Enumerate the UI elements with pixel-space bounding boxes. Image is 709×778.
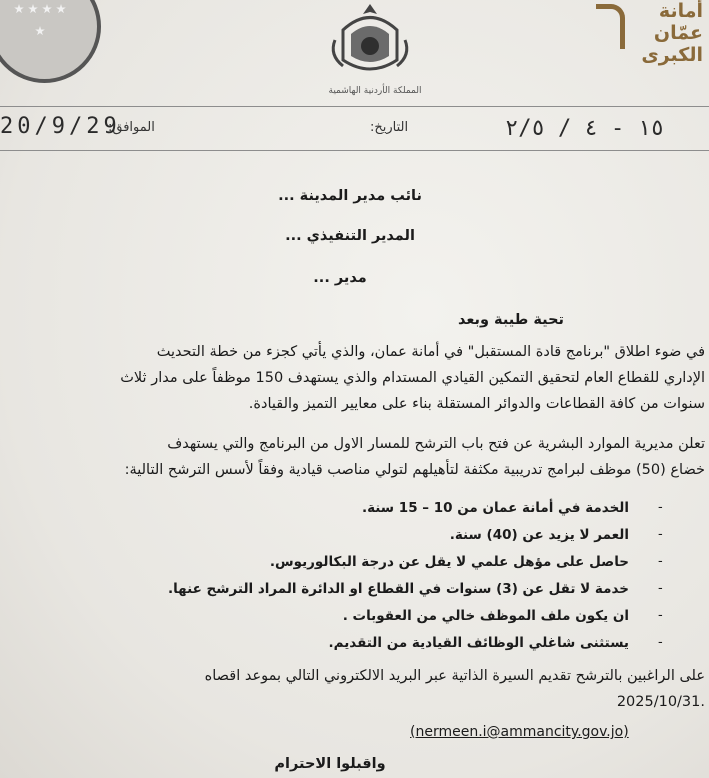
contact-email-link[interactable]: (nermeen.i@ammancity.gov.jo) bbox=[410, 724, 629, 740]
paragraph-line: في ضوء اطلاق "برنامج قادة المستقبل" في أمانة عمان، والذي يأتي كجزء من خطة التحديث bbox=[156, 344, 705, 360]
paragraph-line: سنوات من كافة القطاعات والدوائر المستقلة بناء على معايير التميز والقيادة. bbox=[248, 396, 705, 412]
signoff: واقبلوا الاحترام bbox=[274, 756, 386, 772]
criteria-item: الخدمة في أمانة عمان من 10 – 15 سنة. bbox=[361, 500, 629, 516]
closing-line: على الراغبين بالترشح تقديم السيرة الذاتية عبر البريد الالكتروني التالي بموعد اقصاه bbox=[204, 668, 705, 684]
recipient-line: مدير ... bbox=[313, 270, 367, 286]
official-seal bbox=[0, 0, 101, 83]
closing-line: .2025/10/31 bbox=[616, 694, 705, 710]
paragraph-line: تعلن مديرية الموارد البشرية عن فتح باب الترشح للمسار الاول من البرنامج والتي يستهدف bbox=[167, 436, 705, 452]
paragraph-line: خضاع (50) موظف لبرامج تدريبية مكثفة لتأهيلهم لتولي مناصب قيادية وفقاً لأسس الترشح التالية: bbox=[124, 462, 705, 478]
approved-date-value: 20/9/29 bbox=[0, 114, 121, 139]
paragraph-line: الإداري للقطاع العام لتحقيق التمكين القيادي المستدام والذي يستهدف 150 موظفاً على مدار ثلاث bbox=[120, 370, 705, 386]
star-icon bbox=[35, 26, 45, 36]
royal-crest-icon bbox=[325, 0, 415, 80]
reference-number: ١٥ - ٤ / ٢/٥ bbox=[505, 116, 664, 141]
recipient-line: نائب مدير المدينة ... bbox=[278, 188, 422, 204]
meta-divider bbox=[0, 150, 709, 151]
bullet-dash: - bbox=[658, 500, 663, 515]
brand-name bbox=[623, 0, 703, 66]
brand-line: الكبرى bbox=[641, 44, 703, 66]
crest-caption: المملكة الأردنية الهاشمية bbox=[328, 86, 422, 96]
star-icon bbox=[42, 4, 52, 14]
header-divider bbox=[0, 106, 709, 107]
criteria-item: خدمة لا تقل عن (3) سنوات في القطاع او الدائرة المراد الترشح عنها. bbox=[167, 581, 629, 597]
bullet-dash: - bbox=[658, 608, 663, 623]
amman-logo-icon bbox=[596, 4, 625, 49]
bullet-dash: - bbox=[658, 581, 663, 596]
criteria-item: العمر لا يزيد عن (40) سنة. bbox=[449, 527, 629, 543]
brand-line: عمّان bbox=[653, 22, 703, 44]
criteria-item: ان يكون ملف الموظف خالي من العقوبات . bbox=[342, 608, 629, 624]
brand-line: أمانة bbox=[658, 0, 703, 22]
greeting: تحية طيبة وبعد bbox=[457, 312, 564, 328]
star-icon bbox=[28, 4, 38, 14]
approved-date-label: الموافق: bbox=[108, 120, 155, 135]
date-label: التاريخ: bbox=[370, 120, 409, 135]
recipient-line: المدير التنفيذي ... bbox=[285, 228, 415, 244]
star-icon bbox=[14, 4, 24, 14]
star-icon bbox=[56, 4, 66, 14]
criteria-item: يستثنى شاغلي الوظائف القيادية من التقديم. bbox=[328, 635, 629, 651]
bullet-dash: - bbox=[658, 554, 663, 569]
bullet-dash: - bbox=[658, 635, 663, 650]
bullet-dash: - bbox=[658, 527, 663, 542]
criteria-item: حاصل على مؤهل علمي لا يقل عن درجة البكالوريوس. bbox=[269, 554, 629, 570]
